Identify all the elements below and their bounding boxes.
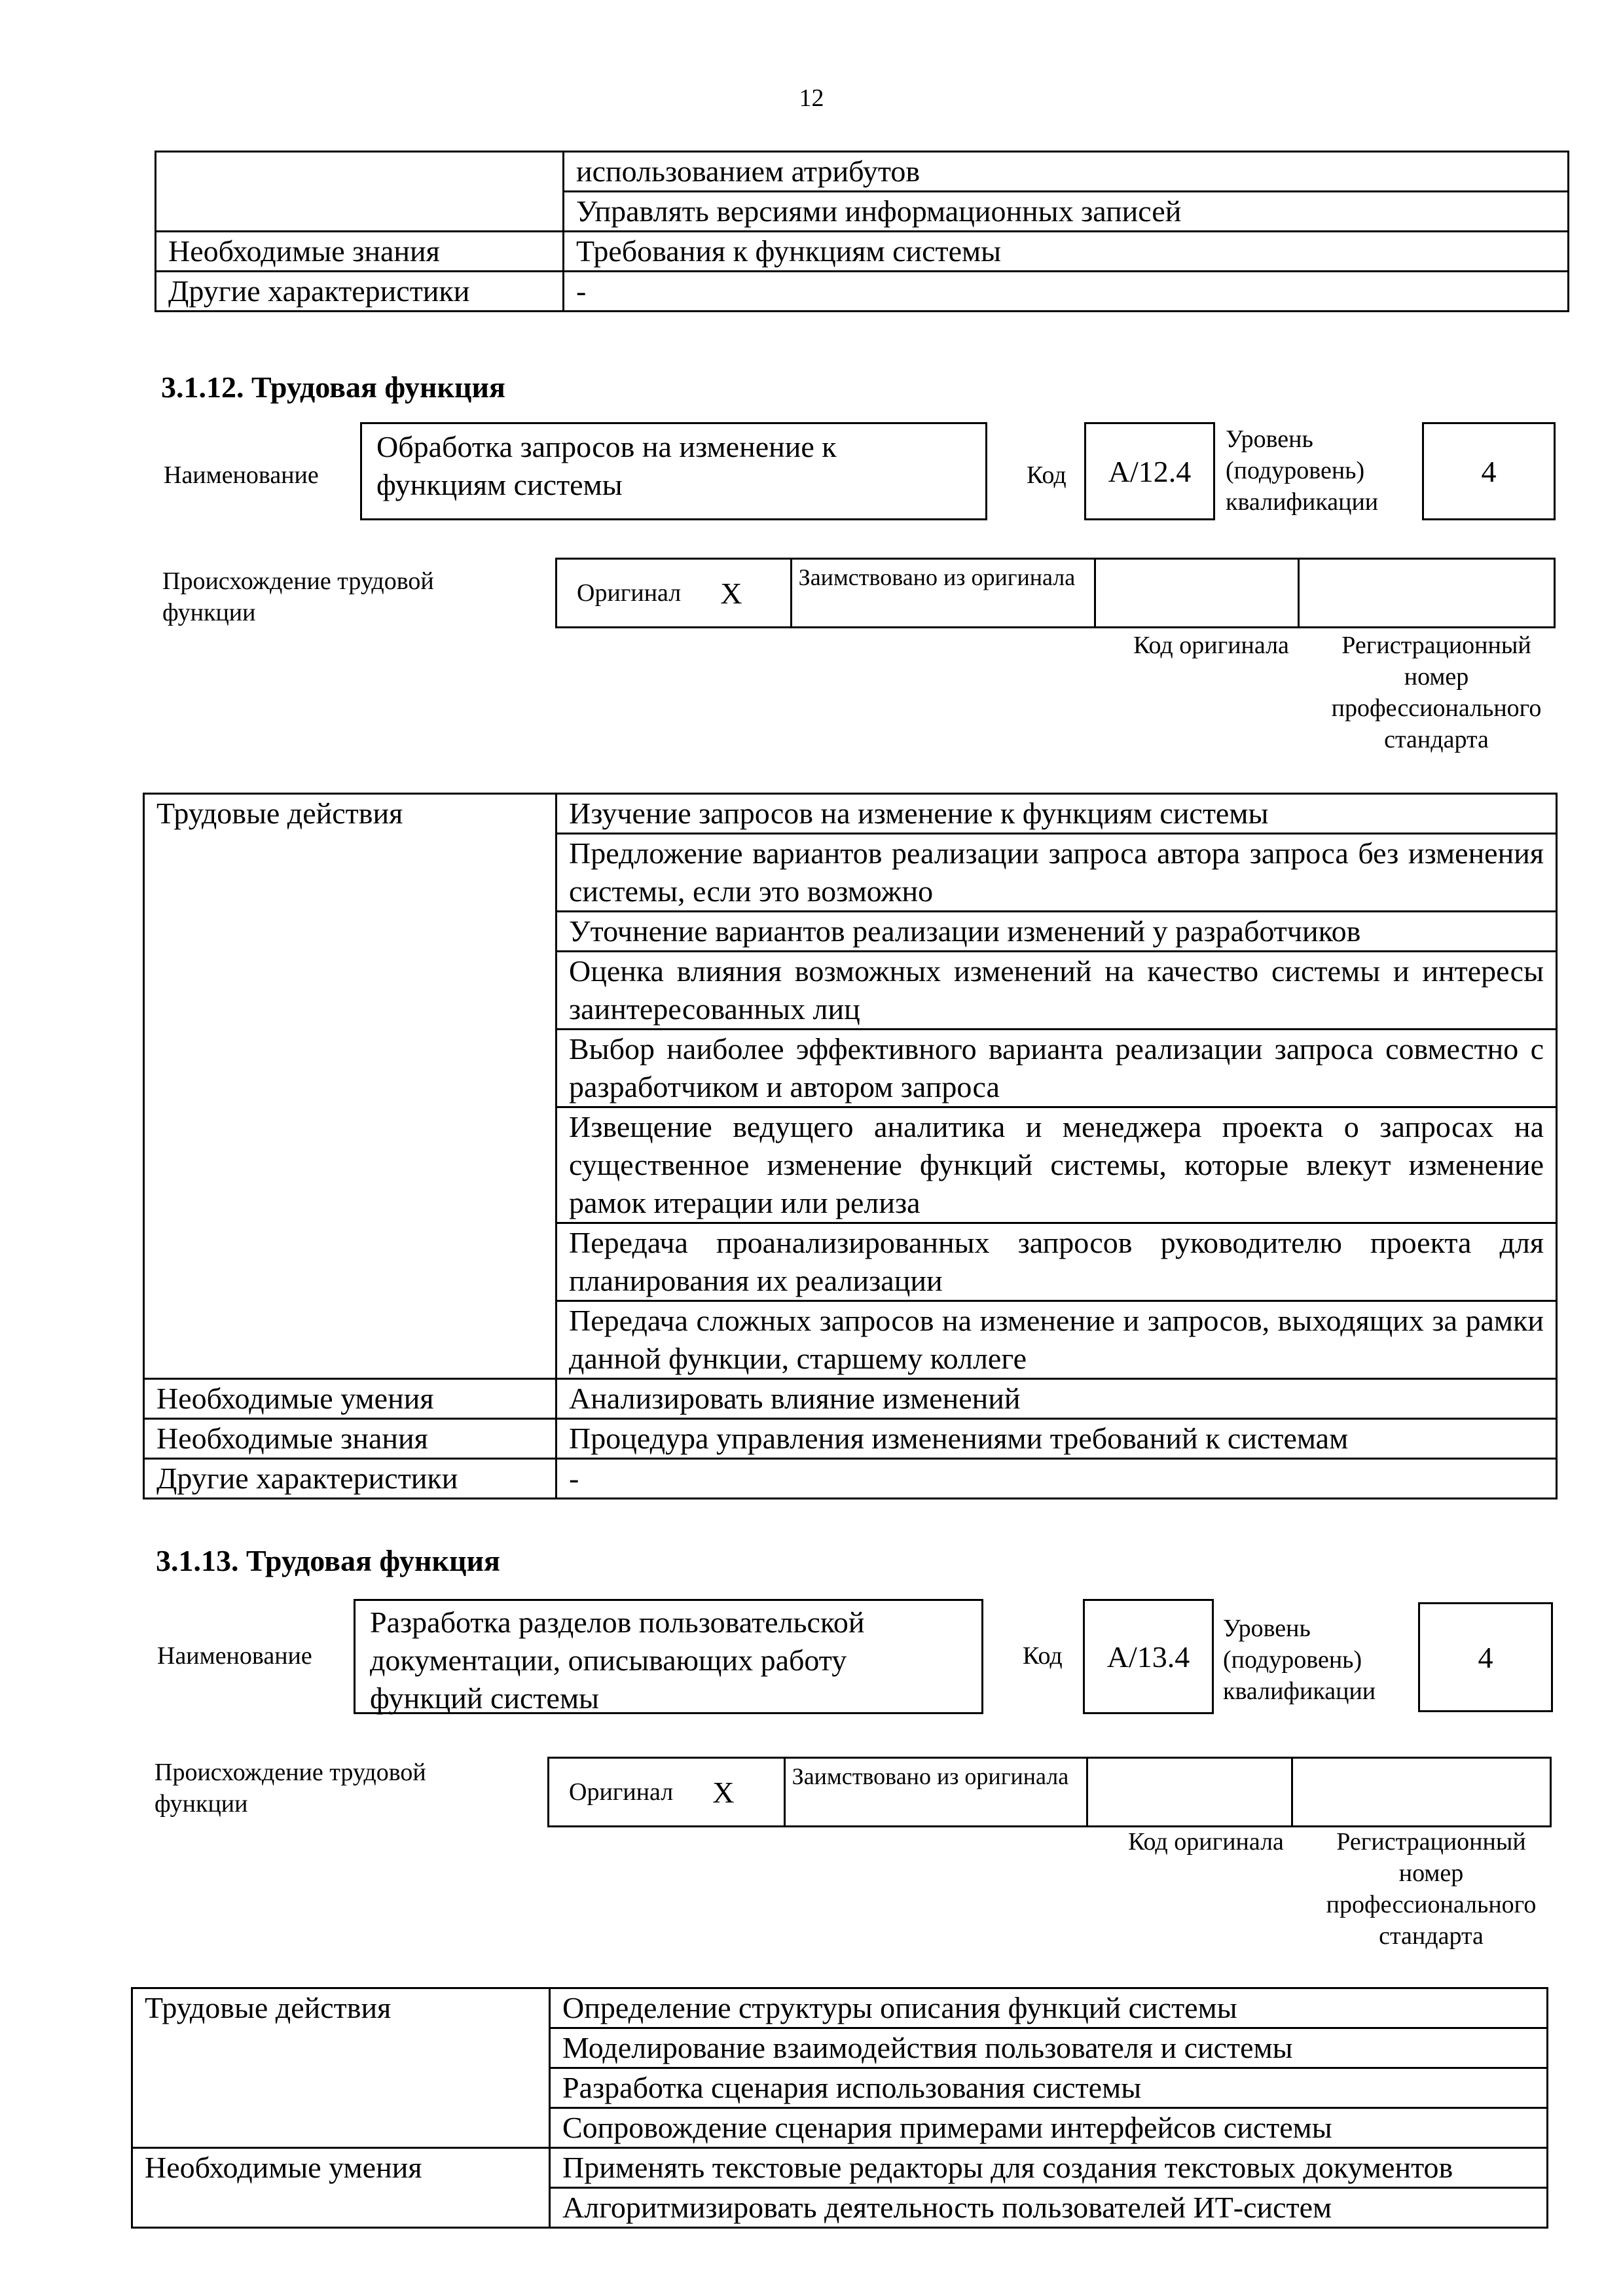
function-code-box: A/12.4	[1084, 422, 1215, 520]
function-name-box: Разработка разделов пользовательской документации, описывающих работу функций системы	[354, 1599, 983, 1714]
level-label: Уровень (подуровень) квалификации	[1226, 425, 1379, 516]
origin-label: Происхождение трудовой функции	[155, 1759, 426, 1818]
name-label: Наименование	[164, 461, 319, 489]
required-knowledge-label: Необходимые знания	[144, 1419, 556, 1459]
origin-borrowed-cell: Заимствовано из оригинала	[786, 1759, 1088, 1825]
labor-action: Оценка влияния возможных изменений на качество системы и интересы заинтересованных лиц	[556, 952, 1557, 1030]
top-table-label-empty	[156, 152, 564, 232]
origin-original-cell	[549, 1759, 786, 1825]
other-value: -	[556, 1459, 1557, 1499]
function-13-table	[131, 1987, 1548, 2229]
labor-actions-label: Трудовые действия	[132, 1988, 550, 2148]
top-table-value: использованием атрибутов	[564, 152, 1569, 192]
labor-actions-label: Трудовые действия	[144, 794, 556, 1379]
labor-action: Изучение запросов на изменение к функциям системы	[556, 794, 1557, 834]
top-table-label: Другие характеристики	[156, 272, 564, 312]
original-mark: X	[720, 576, 742, 610]
origin-borrowed-cell: Заимствовано из оригинала	[792, 560, 1096, 626]
function-name-box: Обработка запросов на изменение к функциям системы	[360, 422, 987, 520]
origin-reg-cell	[1300, 560, 1554, 626]
labor-action: Извещение ведущего аналитика и менеджера проекта о запросах на существенное изменение функций системы, которые влекут изменение рамок итерации или релиза	[556, 1107, 1557, 1223]
required-skill: Применять текстовые редакторы для создания текстовых документов	[550, 2148, 1548, 2188]
code-label: Код	[1027, 461, 1067, 489]
top-table-label: Необходимые знания	[156, 232, 564, 272]
level-label: Уровень (подуровень) квалификации	[1223, 1615, 1376, 1705]
reg-number-caption: Регистрационный номер профессионального стандарта	[1331, 632, 1542, 753]
labor-action: Передача проанализированных запросов руководителю проекта для планирования их реализации	[556, 1223, 1557, 1301]
origin-table	[555, 558, 1556, 628]
qualification-level-box: 4	[1422, 422, 1556, 520]
original-mark: X	[712, 1775, 735, 1809]
qualification-level-box: 4	[1418, 1602, 1553, 1712]
required-knowledge: Процедура управления изменениями требований к системам	[556, 1419, 1557, 1459]
name-label: Наименование	[157, 1642, 312, 1670]
function-12-table	[143, 793, 1558, 1499]
labor-action: Сопровождение сценария примерами интерфейсов системы	[550, 2108, 1548, 2148]
labor-action: Уточнение вариантов реализации изменений у разработчиков	[556, 912, 1557, 952]
top-table-value: -	[564, 272, 1569, 312]
labor-action: Выбор наиболее эффективного варианта реализации запроса совместно с разработчиком и автором запроса	[556, 1030, 1557, 1107]
origin-code-cell	[1088, 1759, 1293, 1825]
page-number: 12	[799, 84, 824, 112]
section-title-3-1-12: 3.1.12. Трудовая функция	[161, 370, 505, 404]
origin-table	[547, 1757, 1552, 1827]
code-original-caption: Код оригинала	[1133, 632, 1289, 659]
reg-number-caption: Регистрационный номер профессионального стандарта	[1326, 1828, 1537, 1950]
section-title-3-1-13: 3.1.13. Трудовая функция	[156, 1544, 500, 1577]
origin-label: Происхождение трудовой функции	[162, 567, 434, 626]
labor-action: Определение структуры описания функций системы	[550, 1988, 1548, 2028]
labor-action: Предложение вариантов реализации запроса автора запроса без изменения системы, если это возможно	[556, 834, 1557, 912]
labor-action: Разработка сценария использования системы	[550, 2068, 1548, 2108]
original-label: Оригинал	[569, 1778, 674, 1806]
required-skill: Алгоритмизировать деятельность пользователей ИТ-систем	[550, 2188, 1548, 2228]
function-code-box: A/13.4	[1083, 1599, 1214, 1714]
required-skills-label: Необходимые умения	[144, 1379, 556, 1419]
origin-original-cell	[557, 560, 792, 626]
code-label: Код	[1023, 1642, 1063, 1670]
top-table-value: Требования к функциям системы	[564, 232, 1569, 272]
labor-action: Передача сложных запросов на изменение и запросов, выходящих за рамки данной функции, старшему коллеге	[556, 1301, 1557, 1379]
original-label: Оригинал	[577, 579, 682, 607]
top-table-value: Управлять версиями информационных записей	[564, 192, 1569, 232]
origin-reg-cell	[1293, 1759, 1550, 1825]
origin-code-cell	[1096, 560, 1300, 626]
top-table	[155, 151, 1569, 312]
other-label: Другие характеристики	[144, 1459, 556, 1499]
required-skills-label: Необходимые умения	[132, 2148, 550, 2228]
code-original-caption: Код оригинала	[1128, 1828, 1284, 1856]
labor-action: Моделирование взаимодействия пользователя и системы	[550, 2028, 1548, 2068]
required-skill: Анализировать влияние изменений	[556, 1379, 1557, 1419]
